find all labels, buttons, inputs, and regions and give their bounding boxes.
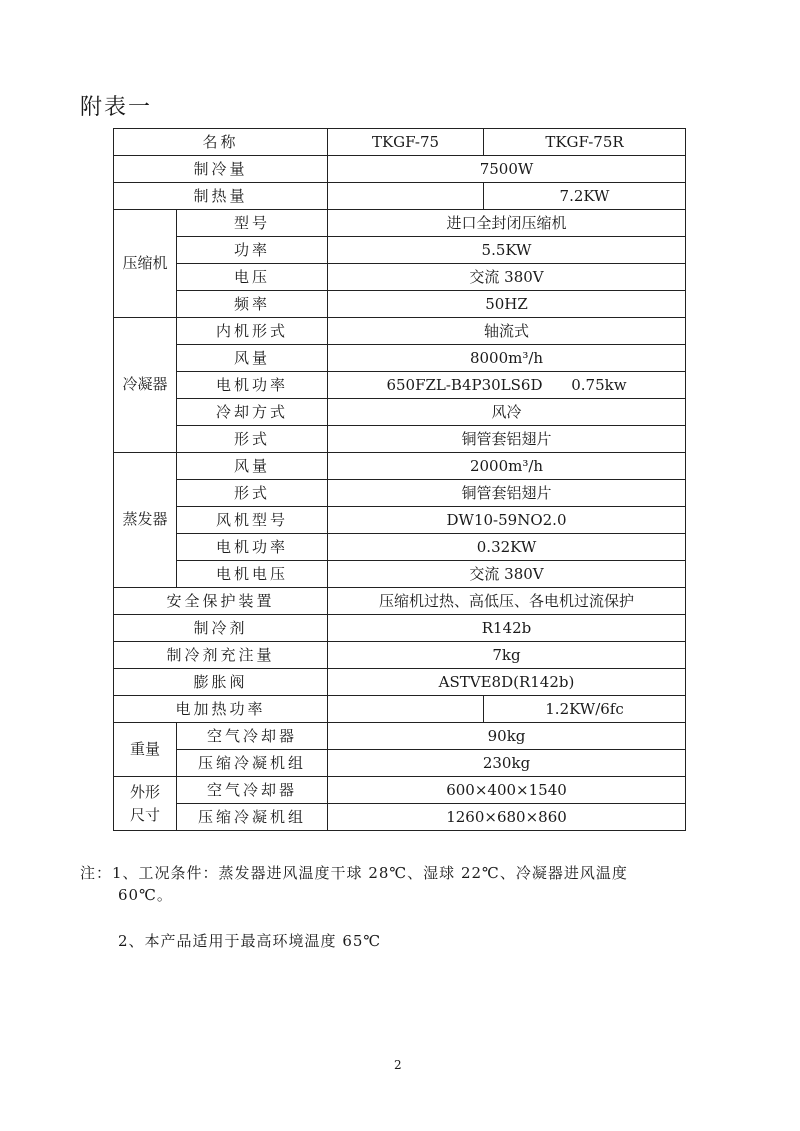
row-label: 电机功率 — [177, 372, 328, 399]
table-row — [114, 291, 686, 318]
row-label: 压缩冷凝机组 — [177, 750, 328, 777]
table-row — [114, 507, 686, 534]
table-row — [114, 399, 686, 426]
row-value: 交流 380V — [328, 561, 686, 588]
refrigerant-value: R142b — [328, 615, 686, 642]
table-row — [114, 318, 686, 345]
heating-capacity-value-b: 7.2KW — [484, 183, 686, 210]
table-row — [114, 561, 686, 588]
table-row — [114, 183, 686, 210]
row-label: 风量 — [177, 453, 328, 480]
evaporator-group-label: 蒸发器 — [114, 453, 177, 588]
row-label: 空气冷却器 — [177, 777, 328, 804]
expansion-valve-value: ASTVE8D(R142b) — [328, 669, 686, 696]
row-label: 电机功率 — [177, 534, 328, 561]
spec-table — [113, 128, 686, 831]
row-label: 内机形式 — [177, 318, 328, 345]
heating-capacity-label: 制热量 — [114, 183, 328, 210]
table-row — [114, 372, 686, 399]
page-title: 附表一 — [80, 95, 153, 120]
row-value: 5.5KW — [328, 237, 686, 264]
table-row — [114, 534, 686, 561]
row-value: 600×400×1540 — [328, 777, 686, 804]
row-label: 形式 — [177, 480, 328, 507]
row-label: 空气冷却器 — [177, 723, 328, 750]
note-2: 2、本产品适用于最高环境温度 65℃ — [118, 932, 382, 950]
table-row — [114, 615, 686, 642]
row-value: 50HZ — [328, 291, 686, 318]
table-row — [114, 777, 686, 804]
table-row — [114, 210, 686, 237]
row-label: 冷却方式 — [177, 399, 328, 426]
row-label: 压缩冷凝机组 — [177, 804, 328, 831]
row-value: 进口全封闭压缩机 — [328, 210, 686, 237]
compressor-group-label: 压缩机 — [114, 210, 177, 318]
row-label: 电压 — [177, 264, 328, 291]
row-value: 铜管套铝翅片 — [328, 426, 686, 453]
note-1-line-1: 注：1、工况条件：蒸发器进风温度干球 28℃、湿球 22℃、冷凝器进风温度 — [80, 864, 628, 882]
cooling-capacity-value: 7500W — [328, 156, 686, 183]
row-value: 650FZL-B4P30LS6D 0.75kw — [328, 372, 686, 399]
page-number: 2 — [394, 1058, 402, 1072]
expansion-valve-label: 膨胀阀 — [114, 669, 328, 696]
row-value: 90kg — [328, 723, 686, 750]
row-label: 风机型号 — [177, 507, 328, 534]
table-row — [114, 453, 686, 480]
table-row — [114, 669, 686, 696]
electric-heating-value-b: 1.2KW/6fc — [484, 696, 686, 723]
row-label: 形式 — [177, 426, 328, 453]
heating-capacity-value-a — [328, 183, 484, 210]
row-value: 230kg — [328, 750, 686, 777]
table-row — [114, 129, 686, 156]
charge-value: 7kg — [328, 642, 686, 669]
row-value: 1260×680×860 — [328, 804, 686, 831]
row-value: 0.32KW — [328, 534, 686, 561]
refrigerant-label: 制冷剂 — [114, 615, 328, 642]
table-row — [114, 588, 686, 615]
table-row — [114, 480, 686, 507]
table-row — [114, 426, 686, 453]
row-value: 8000m³/h — [328, 345, 686, 372]
table-row — [114, 264, 686, 291]
electric-heating-label: 电加热功率 — [114, 696, 328, 723]
electric-heating-value-a — [328, 696, 484, 723]
row-label: 频率 — [177, 291, 328, 318]
row-label: 功率 — [177, 237, 328, 264]
row-label: 风量 — [177, 345, 328, 372]
table-row — [114, 237, 686, 264]
safety-label: 安全保护装置 — [114, 588, 328, 615]
charge-label: 制冷剂充注量 — [114, 642, 328, 669]
note-1-line-2: 60℃。 — [118, 886, 173, 904]
dimensions-group-label: 外形尺寸 — [114, 777, 177, 831]
table-row — [114, 750, 686, 777]
row-value: 2000m³/h — [328, 453, 686, 480]
weight-group-label: 重量 — [114, 723, 177, 777]
table-row — [114, 723, 686, 750]
cooling-capacity-label: 制冷量 — [114, 156, 328, 183]
table-row — [114, 642, 686, 669]
row-value: DW10-59NO2.0 — [328, 507, 686, 534]
table-row — [114, 804, 686, 831]
row-value: 交流 380V — [328, 264, 686, 291]
table-row — [114, 696, 686, 723]
row-label: 型号 — [177, 210, 328, 237]
condenser-group-label: 冷凝器 — [114, 318, 177, 453]
row-value: 风冷 — [328, 399, 686, 426]
row-value: 轴流式 — [328, 318, 686, 345]
model-b-header: TKGF-75R — [484, 129, 686, 156]
row-label: 电机电压 — [177, 561, 328, 588]
notes — [80, 862, 720, 952]
model-a-header: TKGF-75 — [328, 129, 484, 156]
safety-value: 压缩机过热、高低压、各电机过流保护 — [328, 588, 686, 615]
table-row — [114, 156, 686, 183]
header-label: 名称 — [114, 129, 328, 156]
table-row — [114, 345, 686, 372]
row-value: 铜管套铝翅片 — [328, 480, 686, 507]
